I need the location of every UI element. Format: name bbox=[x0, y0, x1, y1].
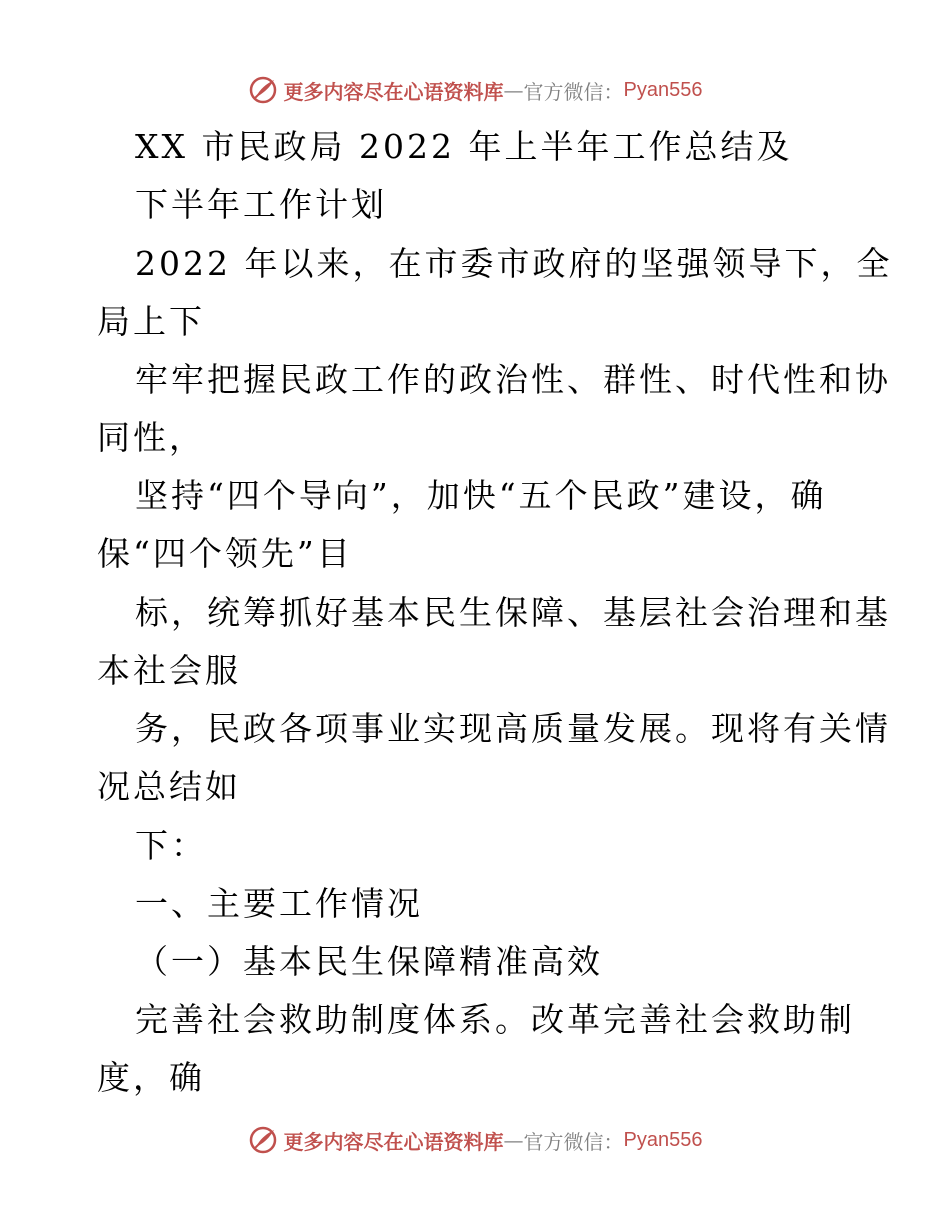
paragraph-line: 坚持“四个导向”，加快“五个民政”建设，确 bbox=[135, 476, 827, 515]
paragraph-line: 局上下 bbox=[97, 302, 205, 341]
watermark-separator: — bbox=[503, 78, 524, 102]
watermark-separator: — bbox=[503, 1128, 524, 1152]
watermark-site-text: 更多内容尽在心语资料库 bbox=[283, 79, 504, 104]
footer-watermark-banner bbox=[0, 1120, 950, 1160]
watermark-wechat-id: Pyan556 bbox=[623, 78, 703, 101]
watermark-wechat-label: 官方微信： bbox=[523, 1129, 624, 1154]
paragraph-line: 本社会服 bbox=[97, 651, 241, 690]
header-watermark-banner bbox=[0, 70, 950, 110]
watermark-site-text: 更多内容尽在心语资料库 bbox=[283, 1129, 504, 1154]
subsection-heading: （一）基本民生保障精准高效 bbox=[135, 942, 603, 981]
document-title-line-1: XX 市民政局 2022 年上半年工作总结及 bbox=[135, 127, 793, 166]
paragraph-line: 下： bbox=[135, 826, 207, 865]
watermark-wechat-label: 官方微信： bbox=[523, 79, 624, 104]
paragraph-line: 标，统筹抓好基本民生保障、基层社会治理和基 bbox=[135, 593, 891, 632]
paragraph-line: 2022 年以来，在市委市政府的坚强领导下，全 bbox=[135, 244, 893, 283]
paragraph-line: 保“四个领先”目 bbox=[97, 534, 353, 573]
paragraph-line: 度，确 bbox=[97, 1058, 205, 1097]
paragraph-line: 同性， bbox=[97, 418, 205, 457]
paragraph-line: 务，民政各项事业实现高质量发展。现将有关情 bbox=[135, 709, 891, 748]
paragraph-line: 牢牢把握民政工作的政治性、群性、时代性和协 bbox=[135, 360, 891, 399]
feather-circle-logo-icon bbox=[248, 1125, 278, 1155]
section-heading: 一、主要工作情况 bbox=[135, 884, 423, 923]
paragraph-line: 况总结如 bbox=[97, 767, 241, 806]
watermark-wechat-id: Pyan556 bbox=[623, 1128, 703, 1151]
document-title-line-2: 下半年工作计划 bbox=[135, 185, 387, 224]
feather-circle-logo-icon bbox=[248, 75, 278, 105]
paragraph-line: 完善社会救助制度体系。改革完善社会救助制 bbox=[135, 1000, 855, 1039]
